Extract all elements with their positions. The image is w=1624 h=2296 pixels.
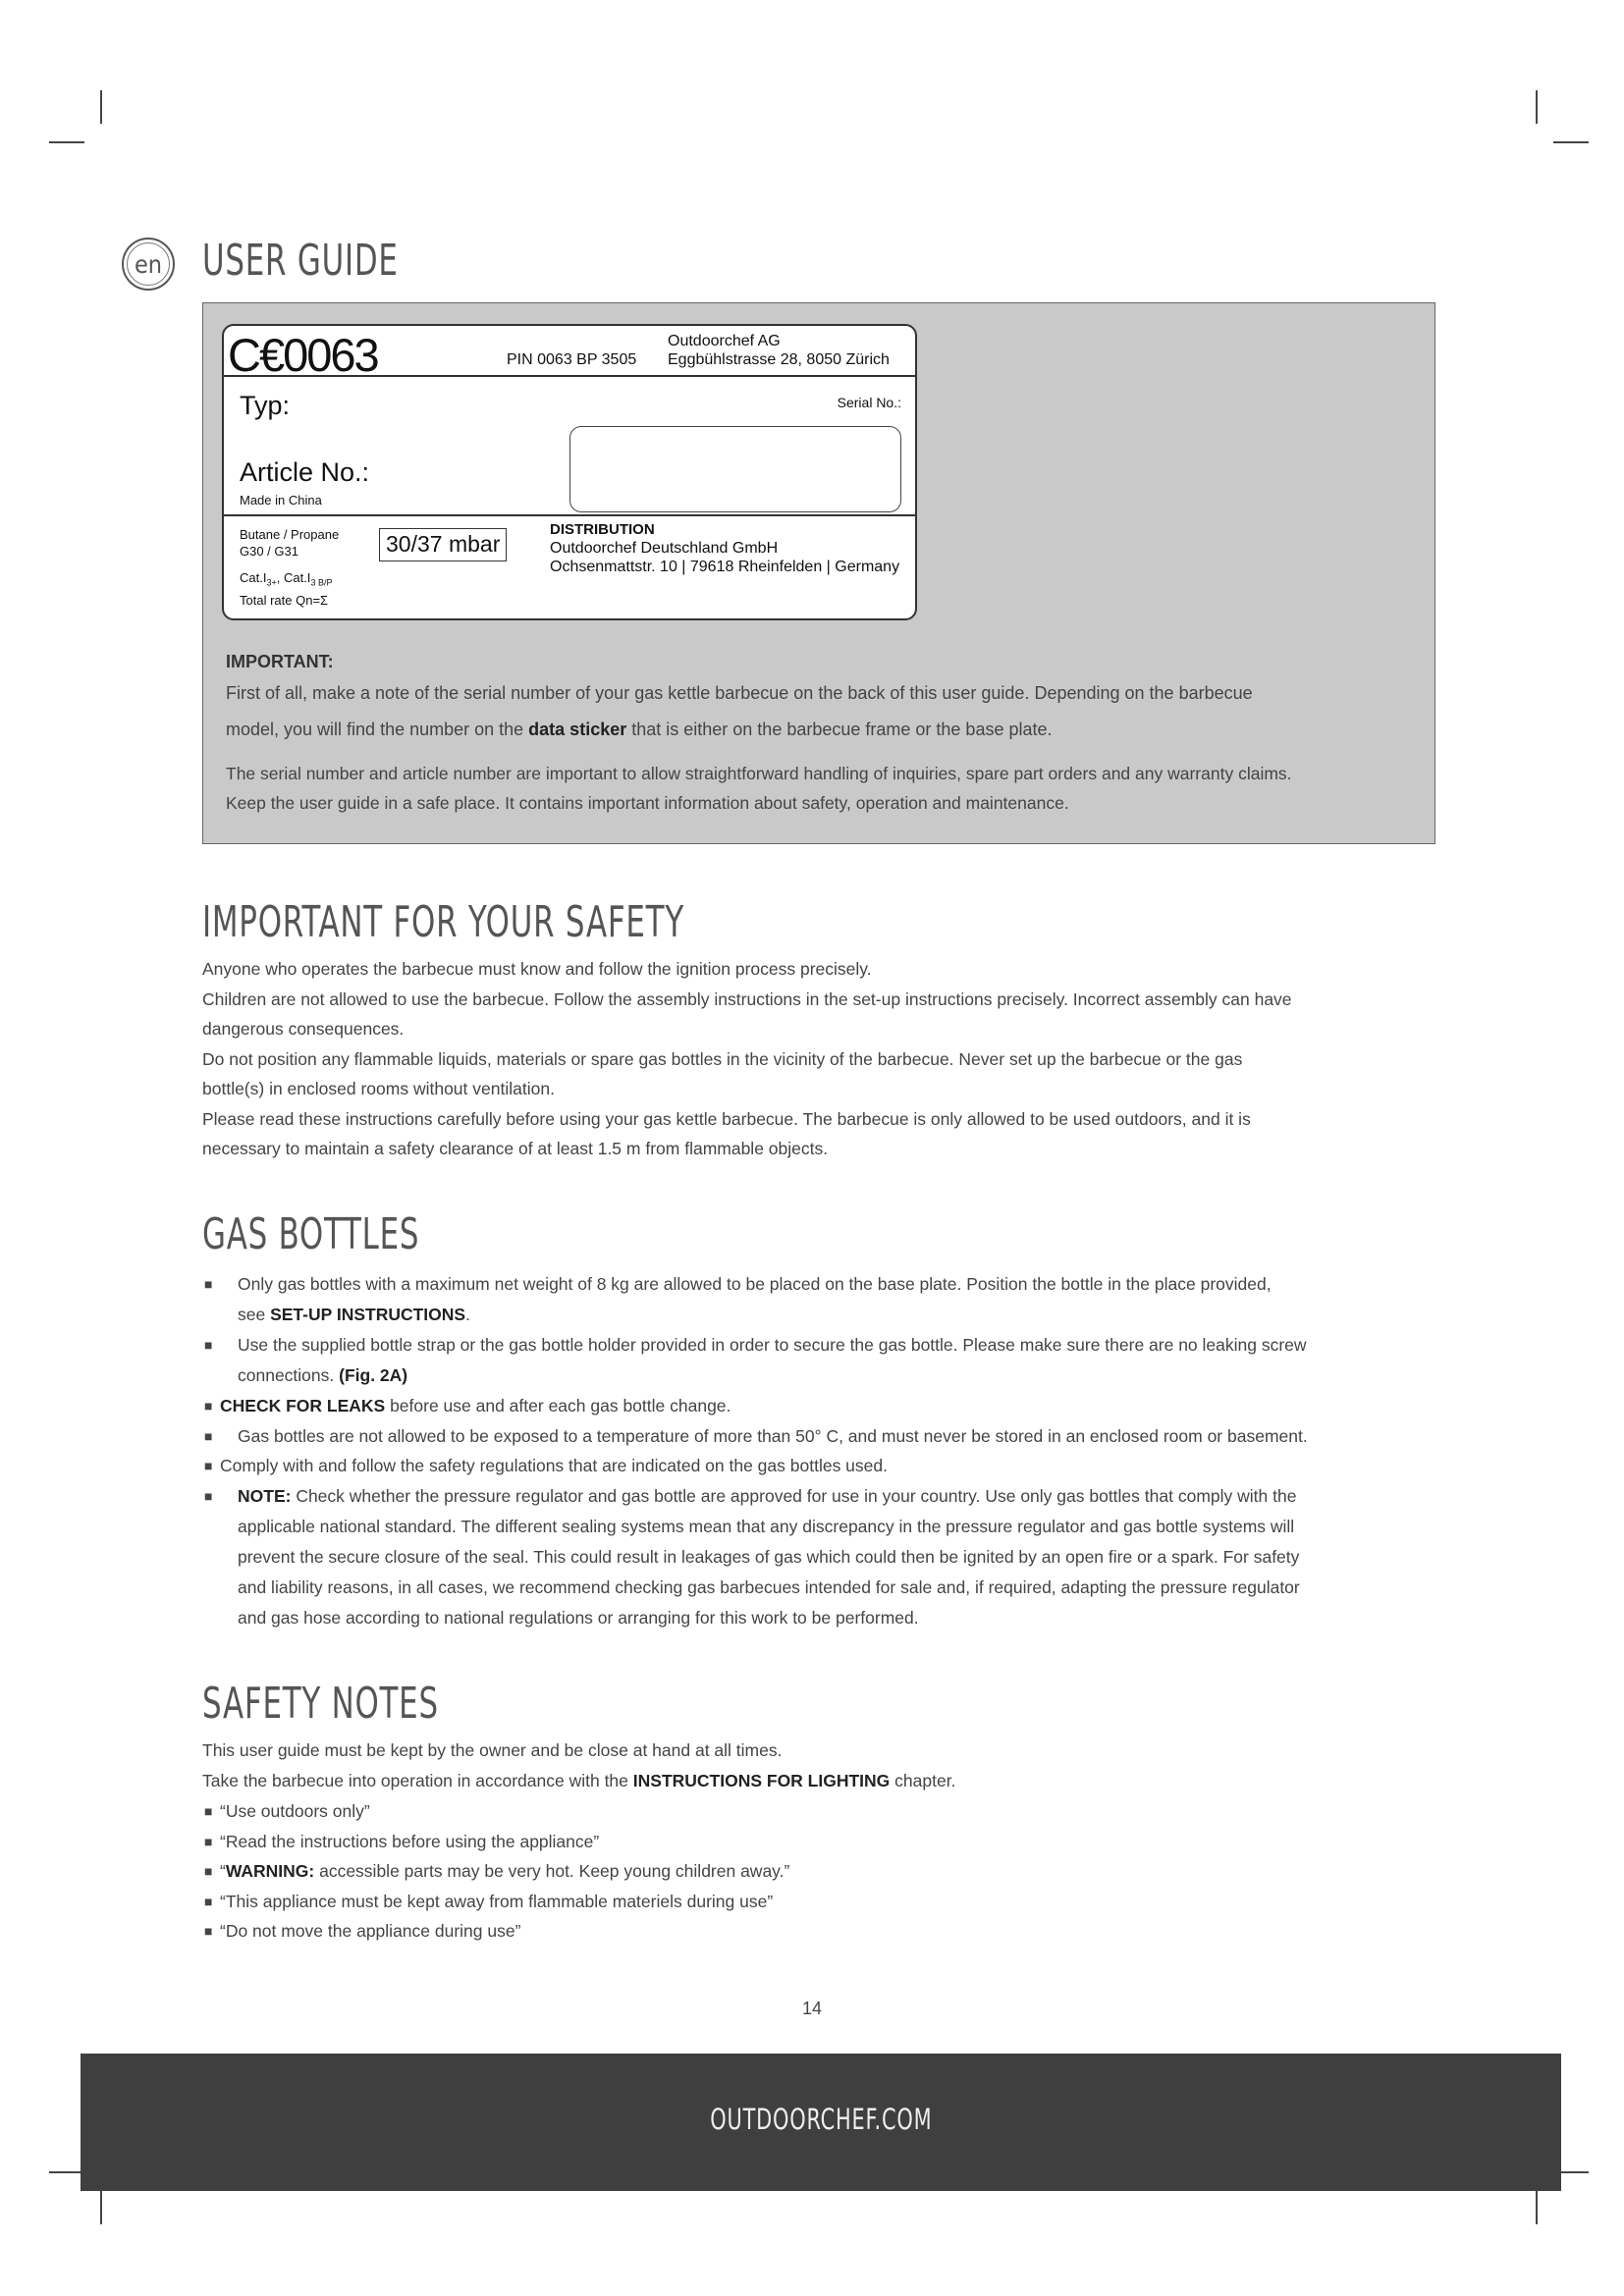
bullet-icon: ■: [204, 1803, 213, 1819]
important-text: The serial number and article number are important to allow straightforward handling of inquiries, spare part orders and any warranty claims.: [226, 764, 1292, 783]
pin-number: PIN 0063 BP 3505: [507, 351, 637, 368]
bullet-icon: ■: [204, 1923, 213, 1939]
paragraph: necessary to maintain a safety clearance of at least 1.5 m from flammable objects.: [202, 1139, 829, 1158]
made-in: Made in China: [240, 493, 322, 507]
text: “Use outdoors only”: [220, 1801, 370, 1821]
list-item: [202, 1330, 1439, 1391]
page-number: 14: [801, 1999, 823, 2018]
cross-reference: INSTRUCTIONS FOR LIGHTING: [632, 1771, 891, 1790]
list-item: [202, 1451, 1439, 1481]
text: Gas bottles are not allowed to be exposed to a temperature of more than 50° C, and must never be stored in an enclosed room or basement.: [238, 1426, 1308, 1446]
list-item: [202, 1421, 1439, 1452]
text: and gas hose according to national regulations or arranging for this work to be performed.: [238, 1608, 919, 1628]
warning-label: WARNING:: [225, 1861, 315, 1881]
language-badge: [122, 238, 175, 291]
paragraph: Do not position any flammable liquids, materials or spare gas bottles in the vicinity of the barbecue. Never set up the barbecue or the gas: [202, 1049, 1243, 1069]
list-item: [202, 1887, 1439, 1917]
text: before use and after each gas bottle change.: [385, 1396, 731, 1415]
serial-number-field: [569, 426, 901, 512]
page-title: USER GUIDE: [202, 236, 399, 286]
crop-mark: [49, 141, 84, 143]
crop-mark: [100, 2191, 102, 2224]
bullet-icon: ■: [204, 1488, 213, 1504]
crop-mark: [100, 90, 102, 124]
list-item: [202, 1856, 1439, 1887]
important-text: Keep the user guide in a safe place. It contains important information about safety, operation and maintenance.: [226, 793, 1069, 813]
bullet-icon: ■: [204, 1863, 213, 1879]
text: Use the supplied bottle strap or the gas bottle holder provided in order to secure the gas bottle. Please make sure there are no leaking screw: [238, 1335, 1307, 1355]
text: .: [465, 1305, 470, 1324]
serial-label: Serial No.:: [837, 395, 901, 410]
crop-mark: [49, 2171, 84, 2173]
cat-sub-2: 3 B/P: [310, 577, 333, 588]
bullet-icon: ■: [204, 1276, 213, 1292]
category-info: $Cat.I_{3+}$, $Cat.I_{3 B/P}$ Total rate Qn=Σ: [240, 570, 333, 608]
text: see: [238, 1305, 271, 1324]
gas-type-name: Butane / Propane: [240, 527, 340, 542]
bullet-icon: ■: [204, 1458, 213, 1473]
cat-label-2: Cat.I: [283, 570, 311, 585]
crop-mark: [1553, 141, 1589, 143]
distribution: [550, 520, 899, 576]
qn-value: Qn=Σ: [296, 592, 329, 608]
distribution-company: Outdoorchef Deutschland GmbH: [550, 540, 779, 557]
paragraph: dangerous consequences.: [202, 1019, 405, 1039]
text: prevent the secure closure of the seal. This could result in leakages of gas which could then be ignited by an open fire or a spark. For safety: [238, 1547, 1300, 1567]
crop-mark: [1536, 2191, 1538, 2224]
data-sticker: [222, 324, 917, 620]
text: connections.: [238, 1365, 340, 1385]
list-item: [202, 1391, 1439, 1421]
paragraph: Children are not allowed to use the barbecue. Follow the assembly instructions in the set-up instructions precisely. Incorrect assembly can have: [202, 989, 1292, 1009]
text: accessible parts may be very hot. Keep young children away.”: [314, 1861, 790, 1881]
data-sticker-emphasis: data sticker: [528, 720, 627, 739]
text: and liability reasons, in all cases, we recommend checking gas barbecues intended for sale and, if required, adapting the pressure regulator: [238, 1577, 1300, 1597]
list-item: [202, 1269, 1439, 1330]
text: “: [220, 1861, 226, 1881]
cross-reference: SET-UP INSTRUCTIONS: [270, 1305, 466, 1324]
paragraph: Please read these instructions carefully before using your gas kettle barbecue. The barbecue is only allowed to be used outdoors, and it is: [202, 1109, 1251, 1129]
divider: [224, 514, 915, 516]
distribution-heading: DISTRIBUTION: [550, 521, 655, 538]
section-title-safety: IMPORTANT FOR YOUR SAFETY: [202, 897, 684, 947]
language-code: en: [134, 249, 163, 279]
paragraph: bottle(s) in enclosed rooms without ventilation.: [202, 1079, 555, 1098]
important-text: [226, 720, 1420, 740]
language-badge-ring: [127, 242, 170, 286]
paragraph: This user guide must be kept by the owner and be close at hand at all times.: [202, 1740, 783, 1760]
text: chapter.: [890, 1771, 956, 1790]
bullet-icon: ■: [204, 1834, 213, 1849]
text: Only gas bottles with a maximum net weight of 8 kg are allowed to be placed on the base plate. Position the bottle in the place provided,: [238, 1274, 1272, 1294]
section-title-safety-notes: SAFETY NOTES: [202, 1679, 439, 1729]
text: Take the barbecue into operation in accordance with the: [202, 1771, 633, 1790]
paragraph: Anyone who operates the barbecue must know and follow the ignition process precisely.: [202, 959, 872, 979]
bullet-icon: ■: [204, 1428, 213, 1444]
ce-mark: C€0063: [228, 329, 378, 381]
list-item: [202, 1827, 1439, 1857]
text: Comply with and follow the safety regulations that are indicated on the gas bottles used.: [220, 1456, 888, 1475]
footer-website[interactable]: [81, 2103, 1561, 2136]
total-rate-label: Total rate: [240, 592, 293, 608]
cat-sub: 3+: [266, 577, 277, 588]
distribution-address: Ochsenmattstr. 10 | 79618 Rheinfelden | Germany: [550, 559, 900, 575]
list-item: [202, 1481, 1439, 1633]
list-item: [202, 1796, 1439, 1827]
footer-bar: [81, 2054, 1561, 2191]
footer-website-text: OUTDOORCHEF.COM: [709, 2103, 933, 2136]
note-label: NOTE:: [238, 1486, 292, 1506]
crop-mark: [1536, 90, 1538, 124]
text: Check whether the pressure regulator and gas bottle are approved for use in your country. Use only gas bottles that comply with the: [291, 1486, 1297, 1506]
text: that is either on the barbecue frame or the base plate.: [626, 720, 1053, 739]
section-title-gas-bottles: GAS BOTTLES: [202, 1209, 420, 1259]
gas-type: [240, 526, 339, 560]
manufacturer-address: Eggbühlstrasse 28, 8050 Zürich: [668, 351, 890, 368]
cat-label: Cat.I: [240, 570, 267, 585]
bullet-icon: ■: [204, 1398, 213, 1414]
pressure-box: 30/37 mbar: [379, 528, 507, 561]
typ-label: Typ:: [240, 391, 291, 420]
paragraph: [202, 1766, 1430, 1795]
text: model, you will find the number on the: [226, 720, 529, 739]
article-label: Article No.:: [240, 457, 370, 487]
text: “Read the instructions before using the appliance”: [220, 1832, 600, 1851]
text: “This appliance must be kept away from flammable materiels during use”: [220, 1892, 774, 1911]
text: applicable national standard. The different sealing systems mean that any discrepancy in the pressure regulator and gas bottle systems will: [238, 1517, 1295, 1536]
gas-type-code: G30 / G31: [240, 544, 298, 559]
list-item: [202, 1916, 1439, 1947]
manufacturer-name: Outdoorchef AG: [668, 333, 781, 349]
manufacturer: [668, 332, 890, 369]
figure-reference: (Fig. 2A): [339, 1365, 408, 1385]
text: “Do not move the appliance during use”: [220, 1921, 521, 1941]
emphasis: CHECK FOR LEAKS: [220, 1396, 386, 1415]
bullet-icon: ■: [204, 1894, 213, 1909]
important-heading: IMPORTANT:: [226, 652, 334, 671]
important-text: First of all, make a note of the serial number of your gas kettle barbecue on the back of this user guide. Depending on the barbecue: [226, 683, 1253, 703]
divider: [224, 375, 915, 377]
bullet-icon: ■: [204, 1337, 213, 1353]
